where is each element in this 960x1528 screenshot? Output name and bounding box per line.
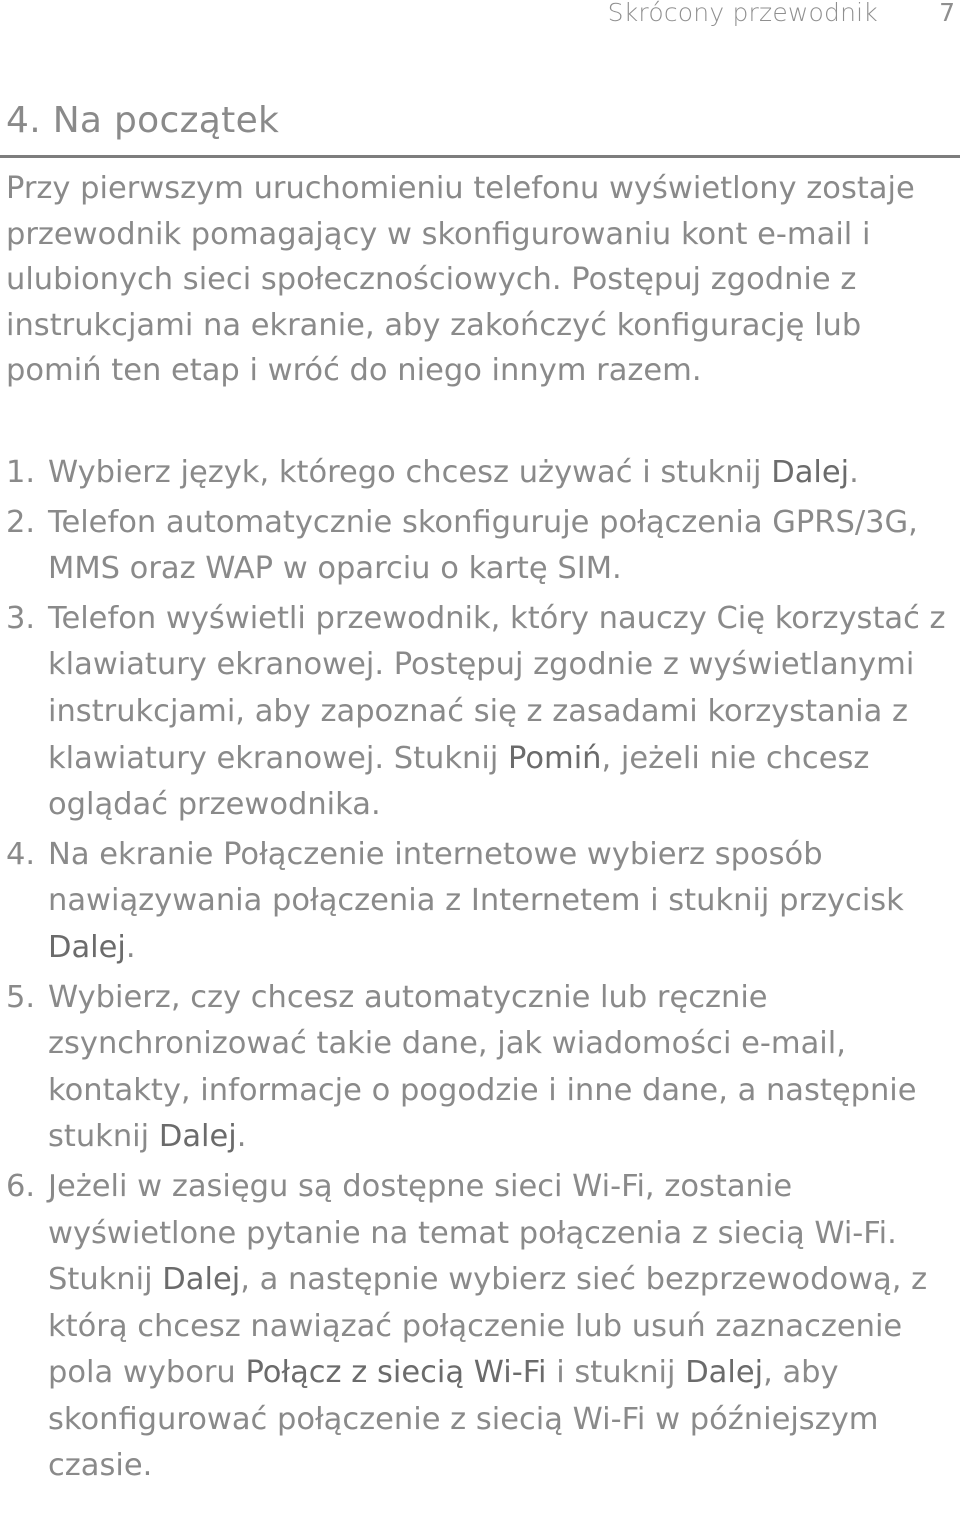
step-2 — [6, 500, 954, 593]
step-keyword: Dalej — [48, 929, 126, 965]
step-keyword: Dalej — [685, 1355, 764, 1391]
running-header — [0, 0, 960, 34]
step-1 — [6, 450, 954, 497]
step-keyword: Dalej — [162, 1262, 241, 1298]
step-text: Telefon automatycznie skonfiguruje połączenia GPRS/3G, MMS oraz WAP w oparciu o kartę SIM. — [48, 504, 918, 587]
step-text: Na ekranie Połączenie internetowe wybierz sposób nawiązywania połączenia z Internetem i stuknij przycisk — [48, 836, 904, 919]
step-3 — [6, 596, 954, 829]
step-text: . — [236, 1119, 247, 1155]
step-text: , a następnie wybierz sieć bezprzewodową, z którą chcesz nawiązać połączenie lub usuń zaznaczenie pola wyboru — [48, 1262, 928, 1391]
step-number: 4. — [6, 836, 36, 872]
step-keyword: Pomiń — [508, 740, 602, 776]
section-rule — [0, 155, 960, 158]
step-text: . — [125, 929, 136, 965]
step-text: Telefon wyświetli przewodnik, który nauczy Cię korzystać z klawiatury ekranowej. Postępuj zgodnie z wyświetlanymi instrukcjami, aby zapoznać się z zasadami korzystania z klawiatury ekranowej. Stuknij — [48, 600, 946, 776]
step-number: 5. — [6, 979, 36, 1015]
step-text: . — [849, 455, 859, 490]
step-text: Jeżeli w zasięgu są dostępne sieci Wi-Fi, zostanie wyświetlone pytanie na temat połączenia z siecią Wi-Fi. Stuknij — [48, 1168, 897, 1298]
step-number: 6. — [6, 1168, 36, 1204]
page-number: 7 — [939, 0, 955, 27]
running-header-title: Skrócony przewodnik — [607, 0, 878, 27]
step-text: Wybierz, czy chcesz automatycznie lub ręcznie zsynchronizować takie dane, jak wiadomości e-mail, kontakty, informacje o pogodzie i inne dane, a następnie stuknij — [48, 979, 917, 1155]
step-number: 2. — [6, 504, 36, 540]
step-text: Wybierz język, którego chcesz używać i stuknij — [48, 455, 772, 490]
step-number: 1. — [6, 455, 36, 490]
step-number: 3. — [6, 600, 36, 636]
step-keyword: Dalej — [158, 1119, 237, 1155]
steps-list — [6, 450, 954, 1493]
step-5 — [6, 975, 954, 1161]
step-4 — [6, 832, 954, 972]
step-text: , jeżeli nie chcesz oglądać przewodnika. — [48, 740, 870, 823]
step-text: i stuknij — [546, 1355, 686, 1391]
step-6 — [6, 1164, 954, 1490]
step-keyword: Połącz z siecią Wi-Fi — [245, 1355, 547, 1391]
section-title: 4. Na początek — [6, 100, 280, 141]
step-text: , aby skonfigurować połączenie z siecią Wi-Fi w późniejszym czasie. — [48, 1355, 879, 1484]
intro-paragraph: Przy pierwszym uruchomieniu telefonu wyświetlony zostaje przewodnik pomagający w skonfigurowaniu kont e-mail i ulubionych sieci społecznościowych. Postępuj zgodnie z instrukcjami na ekranie, aby zakończyć konfigurację lub pomiń ten etap i wróć do niego innym razem. — [6, 171, 915, 389]
step-keyword: Dalej — [771, 455, 850, 490]
